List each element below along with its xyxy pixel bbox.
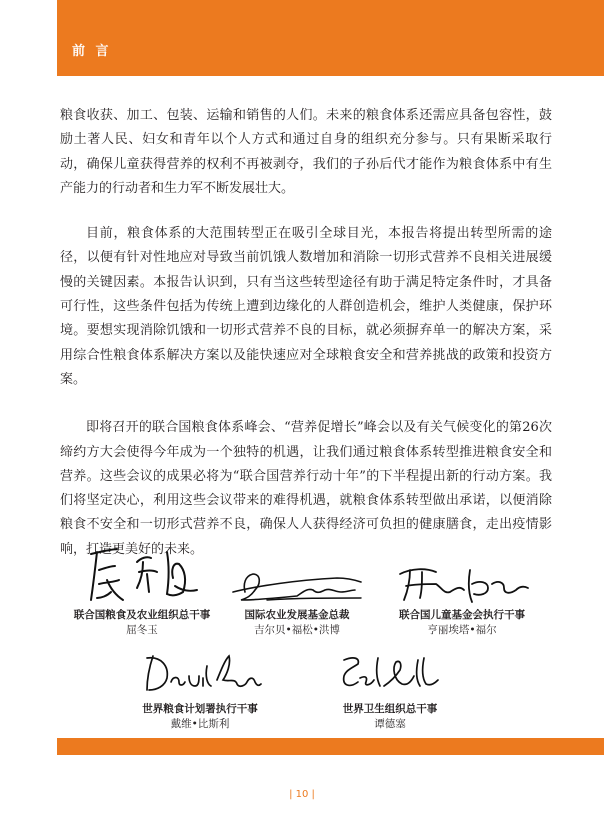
signatory-title: 联合国儿童基金会执行干事 bbox=[399, 609, 525, 621]
signatory-ifad bbox=[222, 562, 372, 638]
paragraph-summits: 即将召开的联合国粮食体系峰会、“营养促增长”峰会以及有关气候变化的第26次缔约方大会使得今年成为一个独特的机遇，让我们通过粮食体系转型推进粮食安全和营养。这些会议的成果必将为“联合国营养行动十年”的下半程提出新的行动方案。我们将坚定决心，利用这些会议带来的难得机遇，就粮食体系转型做出承诺，以便消除粮食不安全和一切形式营养不良，确保人人获得经济可负担的健康膳食，走出疫情影响，打造更美好的未来。 bbox=[60, 420, 552, 557]
signature-who bbox=[330, 646, 450, 702]
section-header-tab bbox=[57, 0, 604, 76]
signature-ifad bbox=[227, 562, 367, 608]
signatory-unicef bbox=[382, 560, 542, 638]
signature-unicef bbox=[392, 560, 532, 608]
signatory-name: 屈冬玉 bbox=[126, 624, 158, 636]
signatory-fao bbox=[62, 540, 222, 638]
signature-wfp bbox=[135, 646, 265, 702]
signatory-name: 亨丽埃塔•福尔 bbox=[427, 624, 497, 636]
signatory-title: 世界卫生组织总干事 bbox=[342, 703, 438, 715]
signatory-title: 国际农业发展基金总裁 bbox=[244, 609, 350, 621]
section-label: 前 言 bbox=[72, 44, 112, 59]
signatory-name: 吉尔贝•福松•洪博 bbox=[254, 624, 340, 636]
foreword-body bbox=[60, 104, 552, 586]
page-number: | 10 | bbox=[289, 789, 315, 800]
signatory-title: 联合国粮食及农业组织总干事 bbox=[73, 609, 211, 621]
signatory-name: 谭德塞 bbox=[374, 718, 406, 730]
signatory-name: 戴维•比斯利 bbox=[170, 718, 230, 730]
footer-bar bbox=[57, 738, 604, 755]
signatory-title: 世界粮食计划署执行干事 bbox=[142, 703, 258, 715]
signatory-who bbox=[320, 646, 460, 732]
signature-fao bbox=[77, 540, 207, 608]
signatory-wfp bbox=[120, 646, 280, 732]
paragraph-continuation: 粮食收获、加工、包装、运输和销售的人们。未来的粮食体系还需应具备包容性，鼓励土著人民、妇女和青年以个人方式和通过自身的组织充分参与。只有果断采取行动，确保儿童获得营养的权利不再被剥夺，我们的子孙后代才能作为粮食体系中有生产能力的行动者和生力军不断发展壮大。 bbox=[60, 108, 552, 196]
paragraph-transformation: 目前，粮食体系的大范围转型正在吸引全球目光，本报告将提出转型所需的途径，以便有针对性地应对导致当前饥饿人数增加和消除一切形式营养不良相关进展缓慢的关键因素。本报告认识到，只有当这些转型途径有助于满足特定条件时，才具备可行性，这些条件包括为传统上遭到边缘化的人群创造机会，维护人类健康，保护环境。要想实现消除饥饿和一切形式营养不良的目标，就必须摒弃单一的解决方案，采用综合性粮食体系解决方案以及能快速应对全球粮食安全和营养挑战的政策和投资方案。 bbox=[60, 226, 552, 387]
